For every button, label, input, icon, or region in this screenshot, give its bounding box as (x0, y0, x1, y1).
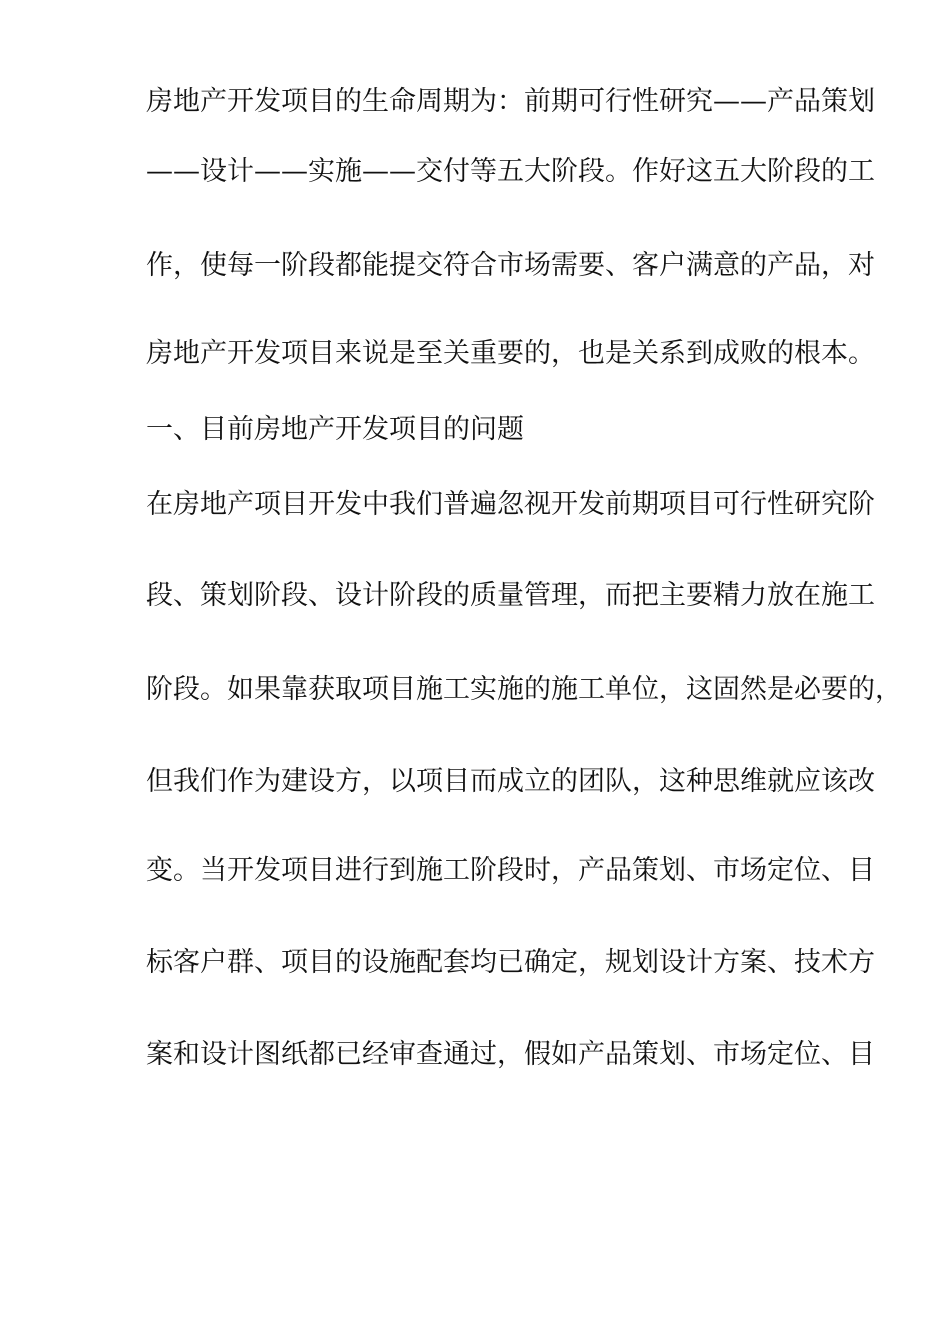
paragraph-2-line-7: 案和设计图纸都已经审查通过，假如产品策划、市场定位、目 (146, 1039, 875, 1070)
paragraph-2-line-3: 阶段。如果靠获取项目施工实施的施工单位，这固然是必要的， (146, 674, 902, 705)
section-heading: 一、目前房地产开发项目的问题 (146, 414, 524, 445)
paragraph-2-line-2: 段、策划阶段、设计阶段的质量管理，而把主要精力放在施工 (146, 580, 875, 611)
paragraph-2-line-1: 在房地产项目开发中我们普遍忽视开发前期项目可行性研究阶 (146, 489, 875, 520)
paragraph-1-line-3: 作，使每一阶段都能提交符合市场需要、客户满意的产品，对 (146, 250, 875, 281)
paragraph-2-line-5: 变。当开发项目进行到施工阶段时，产品策划、市场定位、目 (146, 855, 875, 886)
paragraph-1-line-4: 房地产开发项目来说是至关重要的，也是关系到成败的根本。 (146, 338, 875, 369)
paragraph-1-line-2: ——设计——实施——交付等五大阶段。作好这五大阶段的工 (146, 156, 875, 187)
paragraph-2-line-4: 但我们作为建设方，以项目而成立的团队，这种思维就应该改 (146, 766, 875, 797)
paragraph-2-line-6: 标客户群、项目的设施配套均已确定，规划设计方案、技术方 (146, 947, 875, 978)
paragraph-1-line-1: 房地产开发项目的生命周期为：前期可行性研究——产品策划 (146, 86, 875, 117)
